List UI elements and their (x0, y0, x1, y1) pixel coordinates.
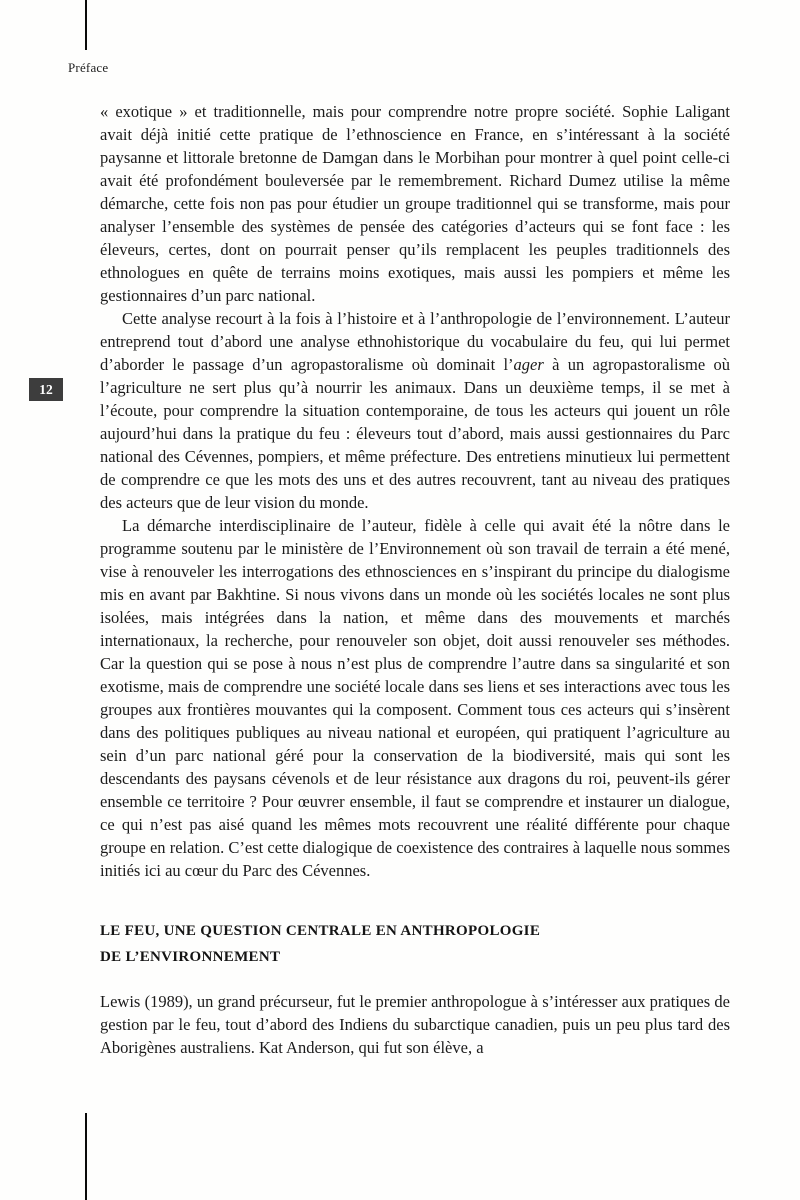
italic-term-ager: ager (513, 355, 544, 374)
section-heading (100, 918, 730, 970)
paragraph-4: Lewis (1989), un grand précurseur, fut le premier anthropologue à s’intéresser aux pratiques de gestion par le feu, tout d’abord des Indiens du subarctique canadien, puis un peu plus tard des Aborigènes australiens. Kat Anderson, qui fut son élève, a (100, 992, 730, 1057)
paragraph-1: « exotique » et traditionnelle, mais pour comprendre notre propre société. Sophie Laligant avait déjà initié cette pratique de l’ethnoscience en France, en s’intéressant à la société paysanne et littorale bretonne de Damgan dans le Morbihan pour montrer à quel point celle-ci avait été profondément bouleversée par le remembrement. Richard Dumez utilise la même démarche, cette fois non pas pour étudier un groupe traditionnel qui se transforme, mais pour analyser l’ensemble des systèmes de pensée des catégories d’acteurs qui se font face : les éleveurs, certes, dont on pourrait penser qu’ils remplacent les peuples traditionnels des ethnologues en quête de terrains moins exotiques, mais aussi les pompiers et même les gestionnaires d’un parc national. (100, 102, 730, 305)
paragraph-2 (100, 307, 730, 514)
paragraph-2-text-after: à un agropastoralisme où l’agriculture ne sert plus qu’à nourrir les animaux. Dans un deuxième temps, il se met à l’écoute, pour comprendre la situation contemporaine, de tous les acteurs qui jouent un rôle aujourd’hui dans la pratique du feu : éleveurs tout d’abord, mais aussi gestionnaires du Parc national des Cévennes, pompiers, et même préfecture. Des entretiens minutieux lui permettent de comprendre ce que les mots des uns et des autres recouvrent, tant au niveau des pratiques des acteurs que de leur vision du monde. (100, 355, 730, 512)
running-header: Préface (68, 60, 109, 75)
section-heading-line-1: LE FEU, UNE QUESTION CENTRALE EN ANTHROPOLOGIE (100, 923, 541, 939)
section-heading-line-2: DE L’ENVIRONNEMENT (100, 949, 281, 965)
left-margin-rule-bottom (85, 1113, 87, 1200)
paragraph-3: La démarche interdisciplinaire de l’auteur, fidèle à celle qui avait été la nôtre dans le programme soutenu par le ministère de l’Environnement où son travail de terrain a été mené, vise à renouveler les interrogations des ethnosciences en s’inspirant du principe du dialogisme mis en avant par Bakhtine. Si nous vivons dans un monde où les sociétés locales ne sont plus isolées, mais intégrées dans la nation, et même dans des mouvements et marchés internationaux, la recherche, pour renouveler son objet, doit aussi renouveler ses méthodes. Car la question qui se pose à nous n’est plus de comprendre l’autre dans sa singularité et son exotisme, mais de comprendre une société locale dans ses liens et ses interactions avec tous les groupes aux frontières mouvantes qui la composent. Comment tous ces acteurs qui s’insèrent dans des politiques publiques au niveau national et européen, qui pratiquent l’agriculture au sein d’un parc national géré pour la conservation de la biodiversité, mais qui sont les descendants des paysans cévenols et de leur résistance aux dragons du roi, peuvent-ils gérer ensemble ce territoire ? Pour œuvrer ensemble, il faut se comprendre et instaurer un dialogue, ce qui n’est pas aisé quand les mêmes mots recouvrent une réalité différente pour chaque groupe en relation. C’est cette dialogique de coexistence des contraires à laquelle nous sommes initiés ici au cœur du Parc des Cévennes. (100, 516, 730, 880)
left-margin-rule-top (85, 0, 87, 50)
paragraph-2-text-before: Cette analyse recourt à la fois à l’histoire et à l’anthropologie de l’environnement. L’auteur entreprend tout d’abord une analyse ethnohistorique du vocabulaire du feu, qui lui permet d’aborder le passage d’un agropastoralisme où dominait l’ (100, 309, 730, 374)
page-number-badge: 12 (29, 378, 63, 401)
body-text (100, 100, 730, 1059)
